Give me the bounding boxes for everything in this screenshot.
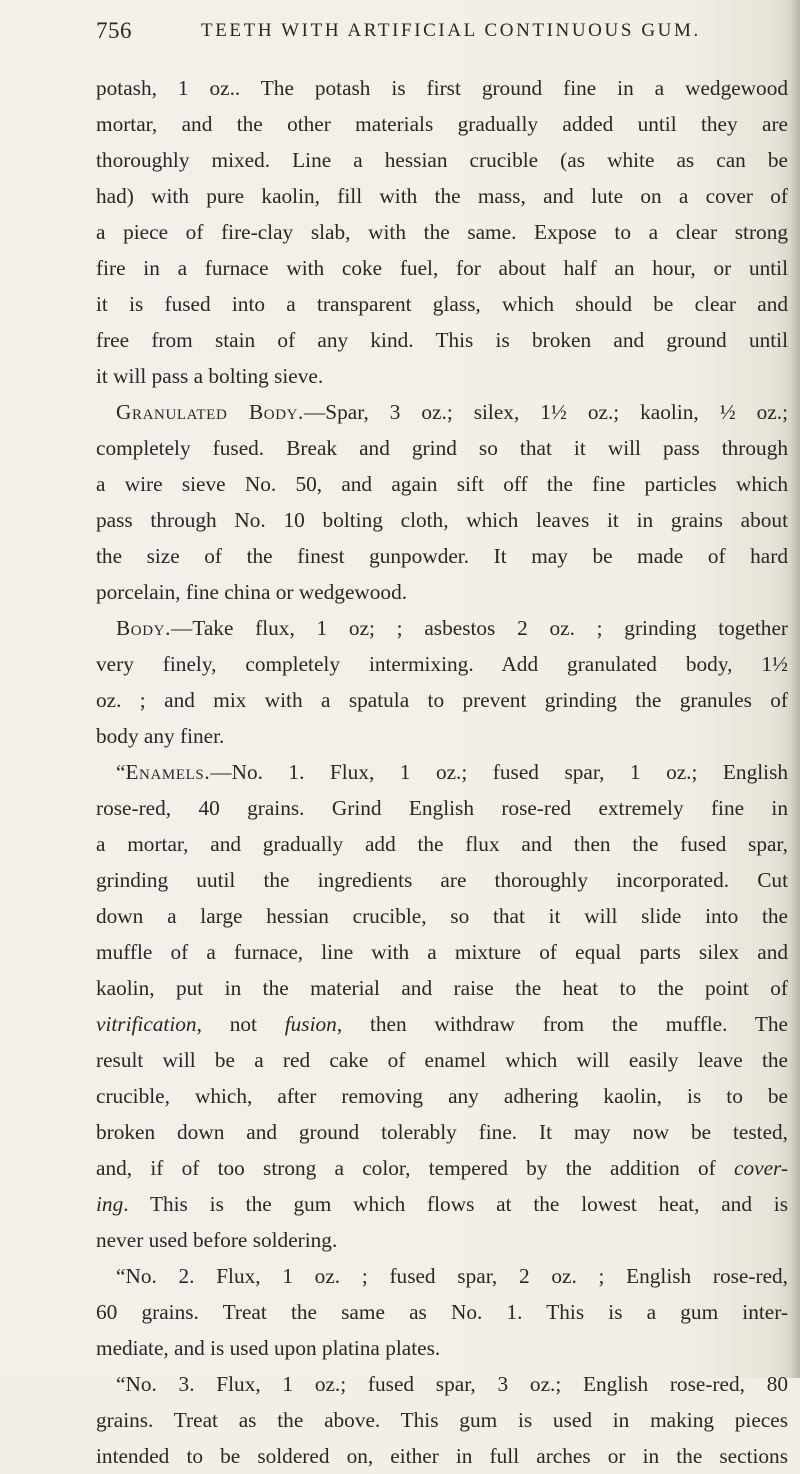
text-line: the size of the finest gunpowder. It may be made of hard: [96, 544, 788, 568]
text-run: . This is the gum which flows at the lowest heat, and is: [123, 1192, 788, 1216]
text-line: intended to be soldered on, either in full arches or in the sections: [96, 1444, 788, 1468]
text-line: free from stain of any kind. This is broken and ground until: [96, 328, 788, 352]
text-line: potash, 1 oz.. The potash is first ground fine in a wedgewood: [96, 76, 788, 100]
text-run: —Take flux, 1 oz; ; asbestos 2 oz. ; grinding together: [171, 616, 788, 640]
text-line: grains. Treat as the above. This gum is used in making pieces: [96, 1408, 788, 1432]
text-line: grinding uutil the ingredients are thoroughly incorporated. Cut: [96, 868, 788, 892]
text-line: had) with pure kaolin, fill with the mass, and lute on a cover of: [96, 184, 788, 208]
text-line: a mortar, and gradually add the flux and then the fused spar,: [96, 832, 788, 856]
page-number: 756: [96, 18, 132, 43]
text-line-vitrification: [96, 1006, 788, 1042]
text-line: very finely, completely intermixing. Add granulated body, 1½: [96, 652, 788, 676]
text-run: , then withdraw from the muffle. The: [336, 1012, 788, 1036]
text-line: pass through No. 10 bolting cloth, which leaves it in grains about: [96, 508, 788, 532]
text-run: —No. 1. Flux, 1 oz.; fused spar, 1 oz.; English: [210, 760, 788, 784]
text-line: “No. 2. Flux, 1 oz. ; fused spar, 2 oz. ; English rose-red,: [116, 1264, 788, 1288]
text-run: —Spar, 3 oz.; silex, 1½ oz.; kaolin, ½ oz.;: [303, 400, 788, 424]
text-line: muffle of a furnace, line with a mixture of equal parts silex and: [96, 940, 788, 964]
page-header: [96, 18, 788, 50]
text-line: crucible, which, after removing any adhering kaolin, is to be: [96, 1084, 788, 1108]
text-line: oz. ; and mix with a spatula to prevent grinding the granules of: [96, 688, 788, 712]
text-line: completely fused. Break and grind so that it will pass through: [96, 436, 788, 460]
text-line: result will be a red cake of enamel which will easily leave the: [96, 1048, 788, 1072]
text-line: porcelain, fine china or wedgewood.: [96, 580, 408, 604]
text-line: rose-red, 40 grains. Grind English rose-red extremely fine in: [96, 796, 788, 820]
page-body: [96, 70, 788, 1474]
text-line-covering: [96, 1150, 788, 1186]
open-quote: “: [116, 760, 126, 784]
text-line: never used before soldering.: [96, 1228, 338, 1252]
text-line: broken down and ground tolerably fine. It may now be tested,: [96, 1120, 788, 1144]
text-line: “No. 3. Flux, 1 oz.; fused spar, 3 oz.; English rose-red, 80: [116, 1372, 788, 1396]
text-line-enamels: [96, 754, 788, 790]
text-run: , not: [196, 1012, 285, 1036]
text-line: it is fused into a transparent glass, which should be clear and: [96, 292, 788, 316]
text-line: mediate, and is used upon platina plates.: [96, 1336, 441, 1360]
text-line: 60 grains. Treat the same as No. 1. This is a gum inter-: [96, 1300, 788, 1324]
text-run: and, if of too strong a color, tempered by the addition of: [96, 1156, 735, 1180]
text-line: body any finer.: [96, 724, 225, 748]
text-line: it will pass a bolting sieve.: [96, 364, 324, 388]
page-edge-shadow: [790, 0, 800, 1378]
text-line: thoroughly mixed. Line a hessian crucible (as white as can be: [96, 148, 788, 172]
text-line-body: [96, 610, 788, 646]
text-line: down a large hessian crucible, so that it will slide into the: [96, 904, 788, 928]
section-heading: Granulated Body.: [116, 400, 304, 424]
text-line: a wire sieve No. 50, and again sift off the fine particles which: [96, 472, 788, 496]
italic-term: fusion: [284, 1012, 337, 1036]
text-line-granulated-body: [96, 394, 788, 430]
section-heading: Body.: [116, 616, 172, 640]
italic-term: cover-: [734, 1156, 788, 1180]
text-line: kaolin, put in the material and raise the heat to the point of: [96, 976, 788, 1000]
section-heading: Enamels.: [125, 760, 211, 784]
running-head: TEETH WITH ARTIFICIAL CONTINUOUS GUM.: [201, 20, 701, 41]
italic-term: vitrification: [96, 1012, 197, 1036]
text-line: fire in a furnace with coke fuel, for about half an hour, or until: [96, 256, 788, 280]
italic-term: ing: [96, 1192, 124, 1216]
text-line-ing: [96, 1186, 788, 1222]
text-line: mortar, and the other materials gradually added until they are: [96, 112, 788, 136]
text-line: a piece of fire-clay slab, with the same. Expose to a clear strong: [96, 220, 788, 244]
